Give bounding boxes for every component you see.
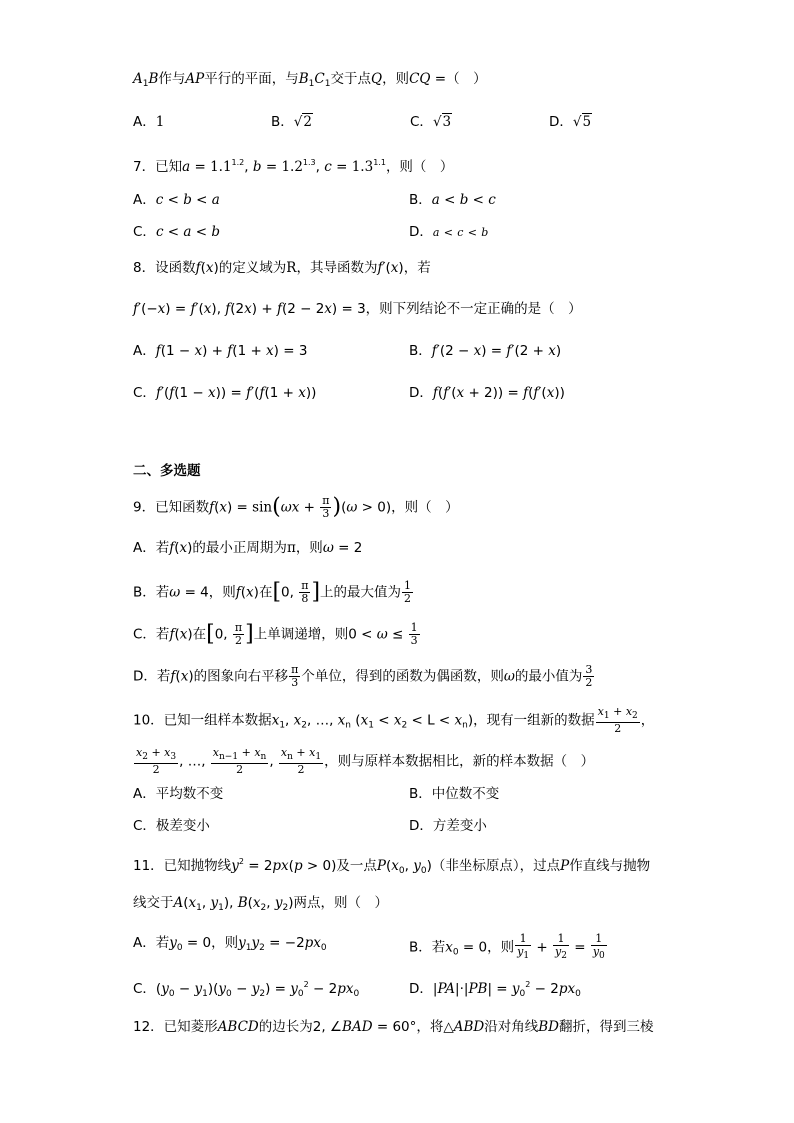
q7-stem: 7．已知$a = 1.1^{1.2}$, $b = 1.2^{1.3}$, $c = 1.3^{1.1}$，则（ ） bbox=[133, 158, 454, 175]
q11-option-b: B．若$x_0 = 0$，则 $\frac{1}{y_1}$ + $\frac{1}{y_2}$ = $\frac{1}{y_0}$ bbox=[409, 932, 605, 961]
q8-stem-line2: f′(−x) = f′(x), f(2x) + f(2 − 2x) = 3，则下列结论不一定正确的是（ ） bbox=[133, 301, 582, 317]
q6-option-d: D．√5 bbox=[549, 114, 592, 130]
q7-option-a: A．c < b < a bbox=[133, 192, 220, 208]
q6-option-b: B．√2 bbox=[271, 114, 312, 130]
q6-option-a: A．1 bbox=[133, 114, 165, 130]
q9-stem: 9．已知函数f(x) = sin(ωx + $\frac{\pi}{3}$ )(ω > 0)，则（ ） bbox=[133, 494, 459, 520]
q8-option-c: C．f′(f(1 − x)) = f′(f(1 + x)) bbox=[133, 385, 317, 401]
q10-option-a: A．平均数不变 bbox=[133, 786, 224, 802]
q9-option-a: A．若f(x)的最小正周期为π，则ω = 2 bbox=[133, 540, 363, 556]
q8-stem-line1: 8．设函数f(x)的定义域为R，其导函数为f′(x)，若 bbox=[133, 260, 431, 276]
q8-option-a: A．f(1 − x) + f(1 + x) = 3 bbox=[133, 343, 308, 359]
q7-option-c: C．c < a < b bbox=[133, 224, 221, 240]
q12-stem-line1: 12．已知菱形ABCD的边长为2, ∠BAD = 60°，将△ABD沿对角线BD翻折，得到三棱 bbox=[133, 1019, 654, 1035]
section-heading-multiple-choice: 二、多选题 bbox=[133, 463, 201, 479]
q9-option-b: B．若ω = 4，则f(x)在[0, $\frac{\pi}{8}$ ]上的最大值为 $\frac{1}{2}$ bbox=[133, 579, 412, 605]
q10-stem-line1: 10．已知一组样本数据$x_1$, $x_2$, …, $x_n$ $(x_1 < x_2 < L < x_n)$，现有一组新的数据 $\frac{x_1 + x_2}{2}$ ， bbox=[133, 705, 655, 735]
q11-option-c: C．$(y_0 - y_1)(y_0 - y_2) = y_0^2 - 2px_0$ bbox=[133, 980, 360, 999]
q11-stem-line2: 线交于$A(x_1$, $y_1$), $B(x_2$, $y_2$)两点，则（ ） bbox=[133, 895, 389, 913]
q8-option-d: D．f(f′(x + 2)) = f(f′(x)) bbox=[409, 385, 565, 401]
q7-option-b: B．a < b < c bbox=[409, 192, 496, 208]
q9-option-d: D．若f(x)的图象向右平移 $\frac{\pi}{3}$ 个单位，得到的函数为偶函数，则ω的最小值为 $\frac{3}{2}$ bbox=[133, 663, 593, 689]
q6-option-c: C．√3 bbox=[410, 114, 452, 130]
q9-option-c: C．若f(x)在[0, $\frac{\pi}{2}$ ]上单调递增，则0 < ω ≤ $\frac{1}{3}$ bbox=[133, 621, 418, 647]
q7-option-d: D．a < c < b bbox=[409, 224, 489, 240]
q8-option-b: B．f′(2 − x) = f′(2 + x) bbox=[409, 343, 562, 359]
q10-option-d: D．方差变小 bbox=[409, 818, 487, 834]
q10-option-b: B．中位数不变 bbox=[409, 786, 500, 802]
q11-option-d: D．$|PA|\cdot|PB| = y_0^2 - 2px_0$ bbox=[409, 980, 581, 999]
q11-stem-line1: 11．已知抛物线$y^2 = 2px(p > 0)$及一点$P(x_0$, $y_0$)（非坐标原点），过点P作直线与抛物 bbox=[133, 857, 651, 876]
q10-stem-line2: $\frac{x_2 + x_3}{2}$ , …, $\frac{x_{n-1} + x_n}{2}$ , $\frac{x_n + x_1}{2}$ ，则与原样本数据相比，新的样本数据（ ） bbox=[136, 746, 595, 776]
q6-stem-tail: $A_1B$作与AP平行的平面，与$B_1C_1$交于点Q，则CQ =（ ） bbox=[133, 71, 487, 89]
q11-option-a: A．若$y_0 = 0$，则$y_1y_2 = -2px_0$ bbox=[133, 935, 327, 953]
q10-option-c: C．极差变小 bbox=[133, 818, 210, 834]
